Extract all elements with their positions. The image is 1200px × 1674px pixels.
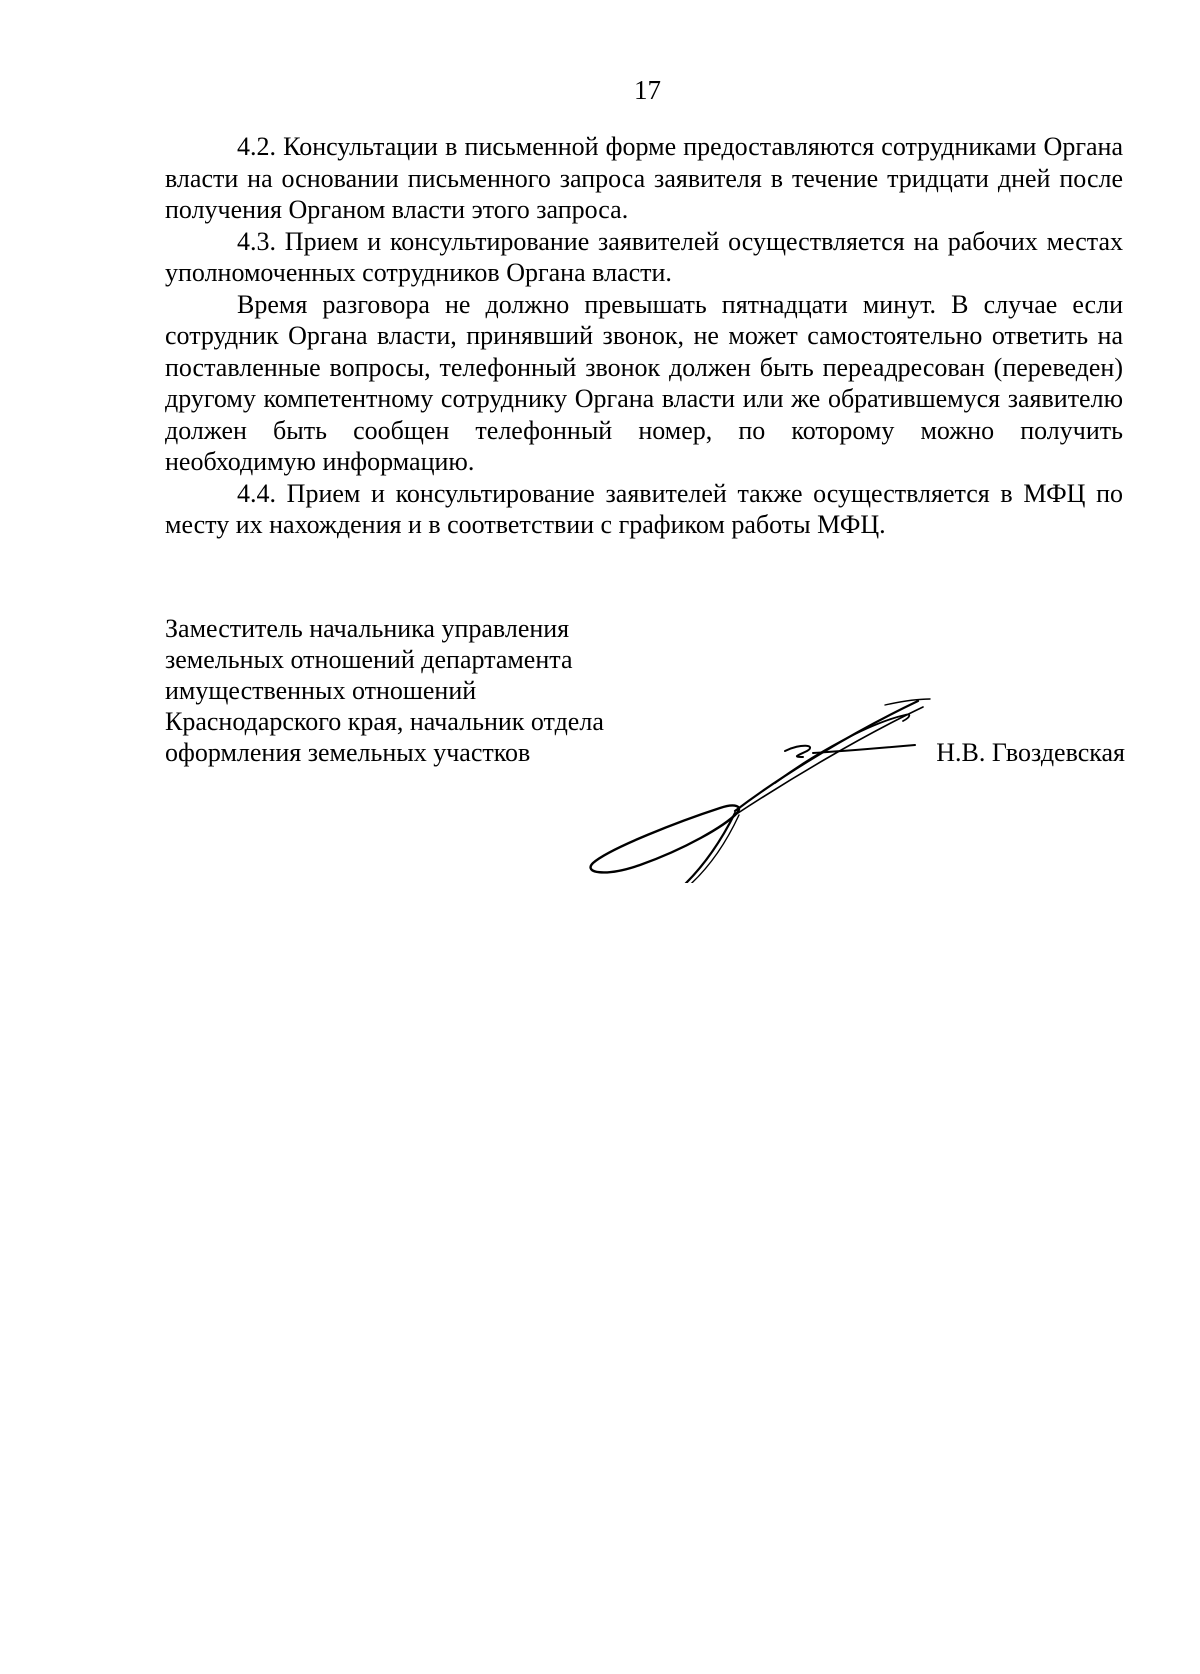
position-line: Заместитель начальника управления: [165, 614, 570, 643]
position-line: имущественных отношений: [165, 676, 477, 705]
position-line: земельных отношений департамента: [165, 645, 573, 674]
document-body: [165, 131, 1123, 541]
page-number: 17: [634, 75, 661, 105]
position-line: Краснодарского края, начальник отдела: [165, 707, 604, 736]
position-line: оформления земельных участков: [165, 738, 531, 767]
paragraph-4-3: 4.3. Прием и консультирование заявителей осуществляется на рабочих местах уполномоченных сотрудников Органа власти.: [165, 226, 1123, 287]
paragraph-4-4: 4.4. Прием и консультирование заявителей также осуществляется в МФЦ по месту их нахождения и в соответствии с графиком работы МФЦ.: [165, 478, 1123, 539]
signature-block: [165, 613, 1125, 873]
paragraph-call-duration: Время разговора не должно превышать пятнадцати минут. В случае если сотрудник Органа власти, принявший звонок, не может самостоятельно ответить на поставленные вопросы, телефонный звонок должен быть переадресован (переведен) другому компетентному сотруднику Органа власти или же обратившемуся заявителю должен быть сообщен телефонный номер, по которому можно получить необходимую информацию.: [165, 289, 1123, 476]
signer-name: Н.В. Гвоздевская: [936, 738, 1125, 767]
handwritten-signature: [585, 693, 1065, 883]
paragraph-4-2: 4.2. Консультации в письменной форме предоставляются сотрудниками Органа власти на основании письменного запроса заявителя в течение тридцати дней после получения Органом власти этого запроса.: [165, 132, 1123, 224]
